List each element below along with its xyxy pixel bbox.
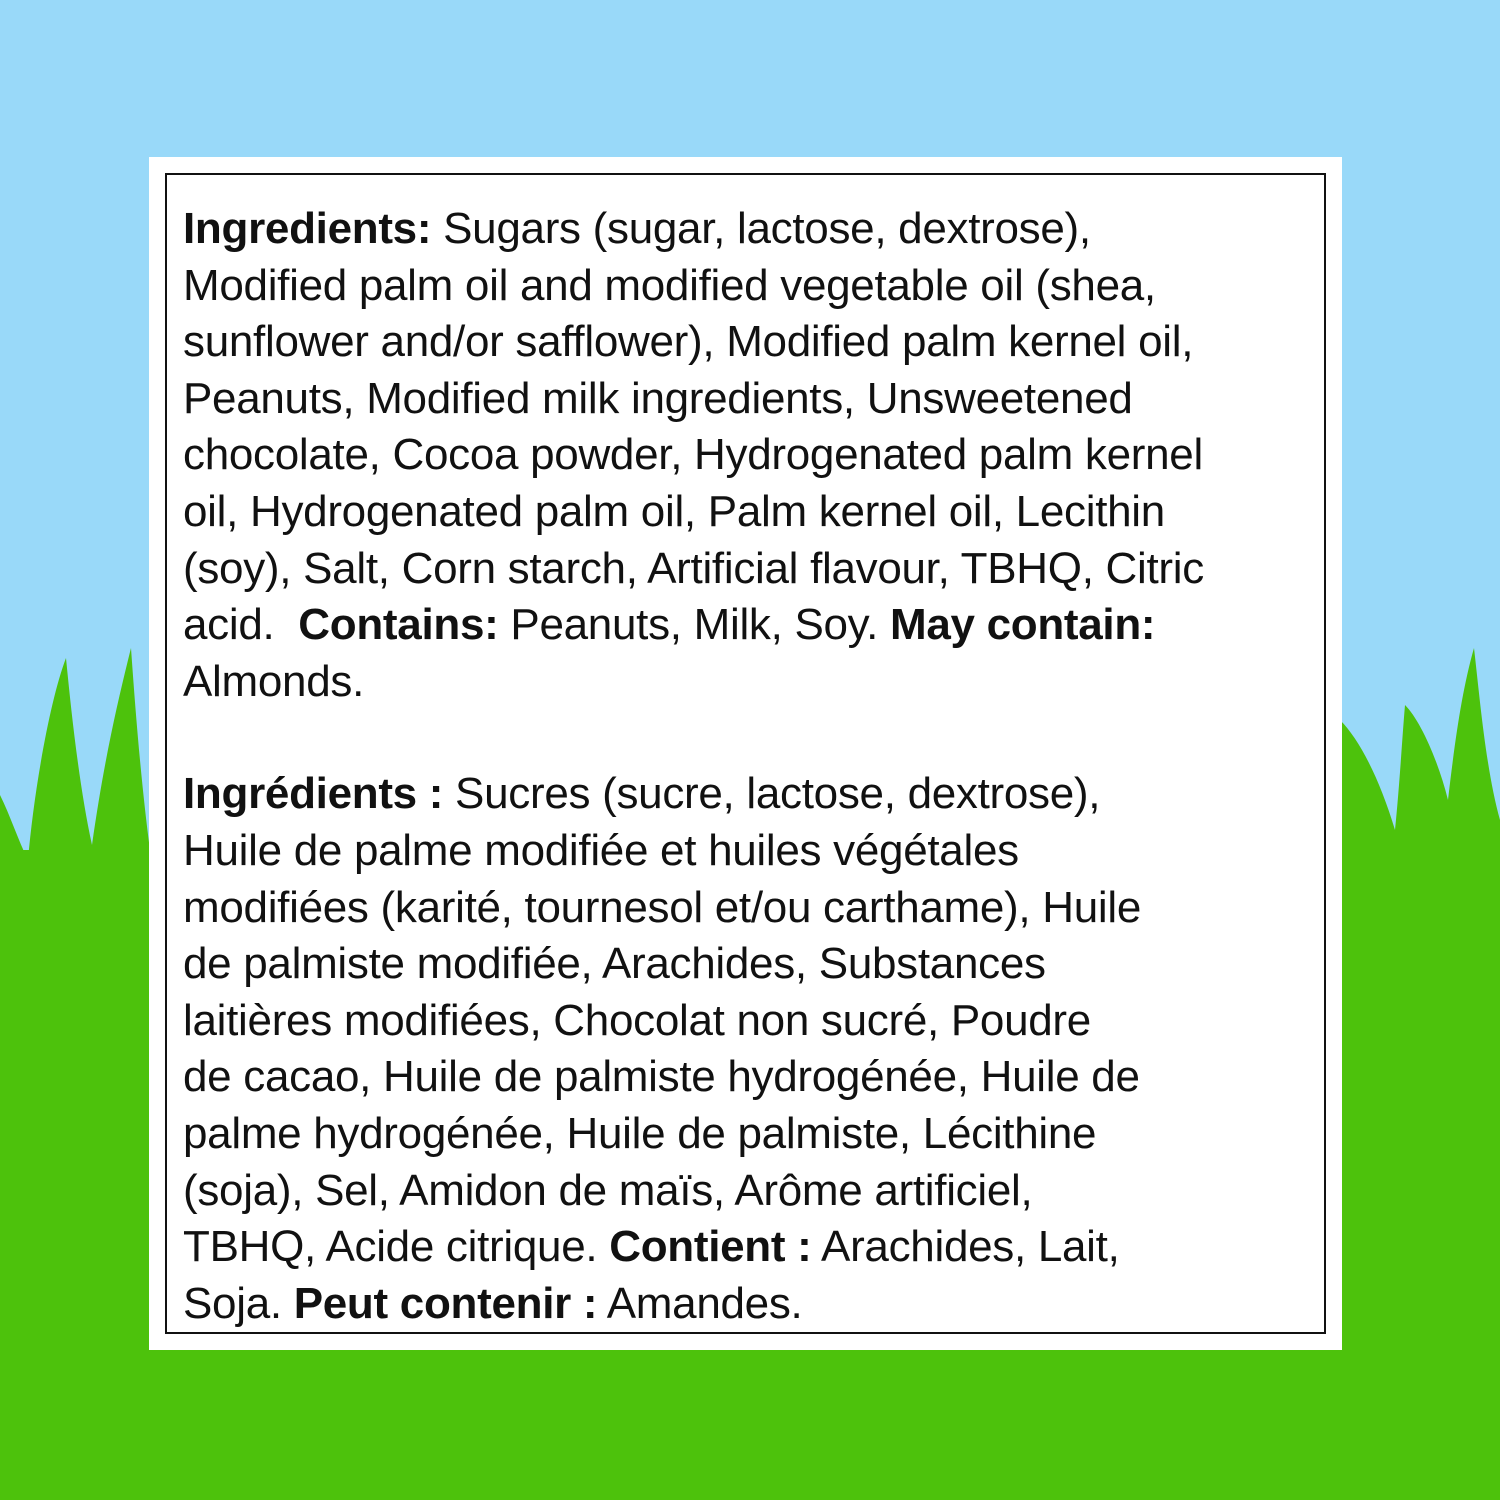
- fr-line: TBHQ, Acide citrique. Contient : Arachides, Lait,: [183, 1222, 1120, 1272]
- en-line: sunflower and/or safflower), Modified palm kernel oil,: [183, 317, 1194, 367]
- peut-contenir-label: Peut contenir :: [293, 1278, 598, 1328]
- contient-label: Contient :: [609, 1222, 812, 1272]
- en-line: Peanuts, Modified milk ingredients, Unsweetened: [183, 373, 1133, 423]
- may-contain-label: May contain:: [889, 600, 1156, 650]
- en-line: oil, Hydrogenated palm oil, Palm kernel oil, Lecithin: [183, 486, 1165, 536]
- en-line: Modified palm oil and modified vegetable oil (shea,: [183, 260, 1156, 310]
- en-line: chocolate, Cocoa powder, Hydrogenated palm kernel: [183, 430, 1203, 480]
- en-line: acid. Contains: Peanuts, Milk, Soy. May contain:: [183, 600, 1156, 650]
- fr-line: de cacao, Huile de palmiste hydrogénée, Huile de: [183, 1052, 1140, 1102]
- en-line: Ingredients: Sugars (sugar, lactose, dextrose),: [183, 204, 1091, 253]
- fr-line: Ingrédients : Sucres (sucre, lactose, dextrose),: [183, 769, 1101, 819]
- en-line: (soy), Salt, Corn starch, Artificial flavour, TBHQ, Citric: [183, 543, 1204, 593]
- fr-line: palme hydrogénée, Huile de palmiste, Lécithine: [183, 1108, 1097, 1158]
- ingredients-french: [183, 766, 1324, 1332]
- fr-line: (soja), Sel, Amidon de maïs, Arôme artificiel,: [183, 1165, 1033, 1215]
- contains-label: Contains:: [298, 600, 499, 650]
- fr-line: Soja. Peut contenir : Amandes.: [183, 1278, 803, 1328]
- fr-line: laitières modifiées, Chocolat non sucré, Poudre: [183, 995, 1091, 1045]
- fr-line: modifiées (karité, tournesol et/ou carthame), Huile: [183, 882, 1142, 932]
- ingredient-label-border: [165, 173, 1326, 1334]
- fr-line: de palmiste modifiée, Arachides, Substances: [183, 939, 1046, 989]
- en-line: Almonds.: [183, 656, 365, 706]
- ingredient-label-card: [149, 157, 1342, 1350]
- ingredients-english: [183, 201, 1324, 710]
- fr-line: Huile de palme modifiée et huiles végétales: [183, 825, 1019, 875]
